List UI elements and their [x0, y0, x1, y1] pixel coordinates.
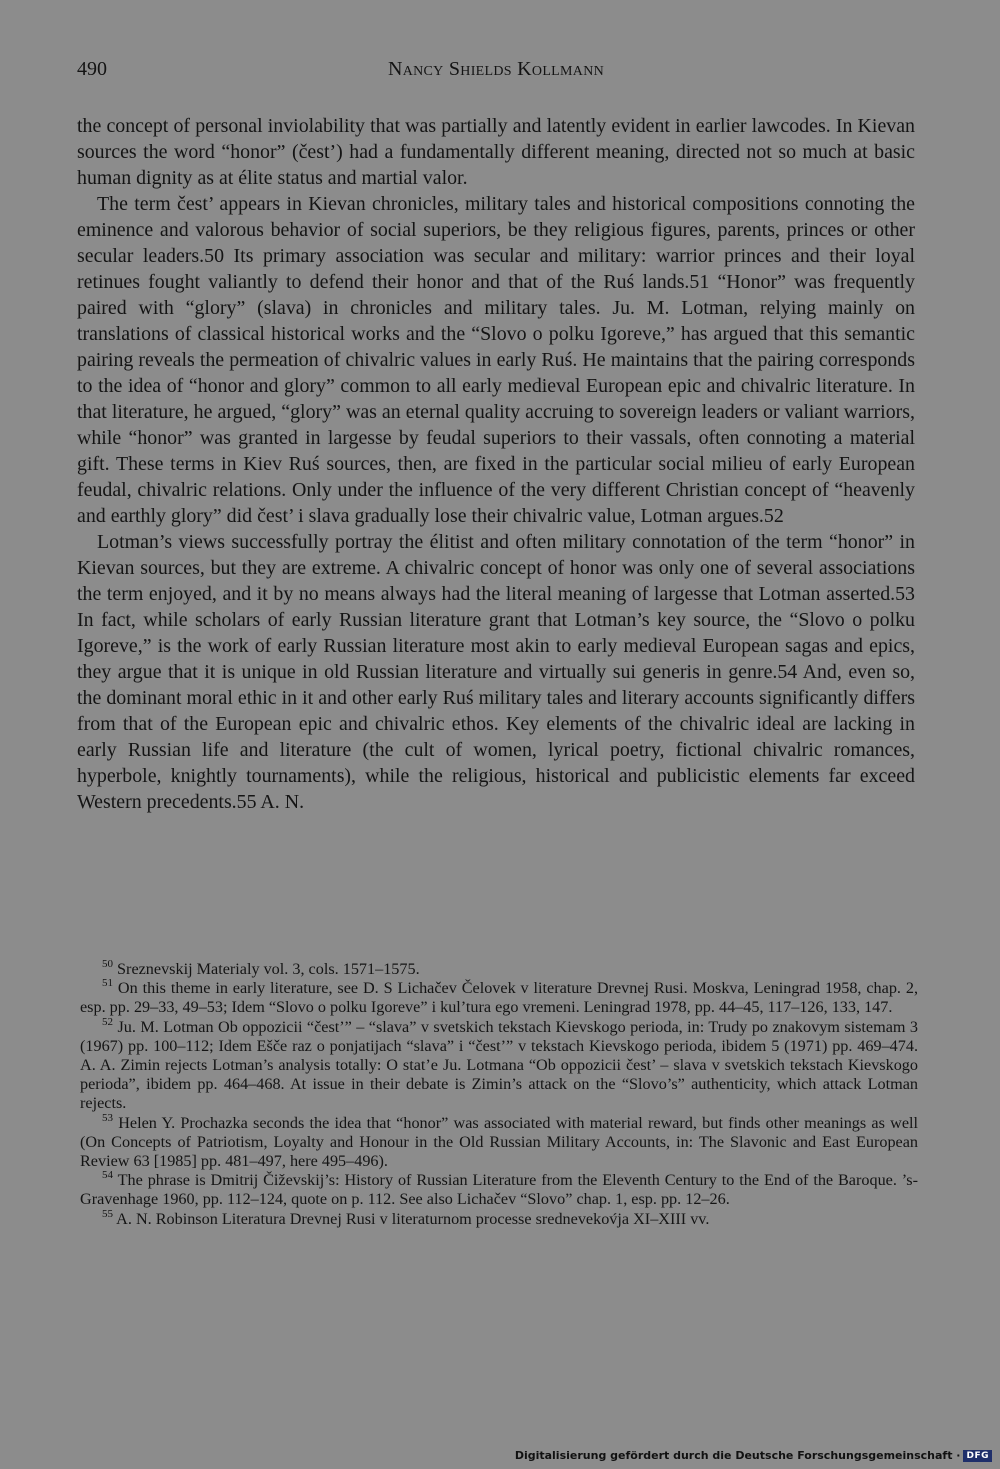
body-paragraph: the concept of personal inviolability that was partially and latently evident in earlier lawcodes. In Kievan sources the word “honor” (čest’) had a fundamentally different meaning, directed not so much at basic human dignity as at élite status and martial valor.	[77, 115, 915, 189]
footnote-text: A. N. Robinson Literatura Drevnej Rusi v literaturnom processe srednevekov́ja XI–XIII vv.	[116, 1209, 710, 1228]
footnote-number: 50	[102, 958, 113, 970]
footnote-text: Sreznevskij Materialy vol. 3, cols. 1571–1575.	[117, 960, 420, 978]
footnote	[80, 960, 918, 979]
digitization-credit	[515, 1449, 992, 1462]
dfg-logo-icon: DFG	[963, 1450, 992, 1462]
body-paragraph: Lotman’s views successfully portray the élitist and often military connotation of the term “honor” in Kievan sources, but they are extreme. A chivalric concept of honor was only one of several associations the term enjoyed, and it by no means always had the literal meaning of largesse that Lotman asserted.53 In fact, while scholars of early Russian literature grant that Lotman’s key source, the “Slovo o polku Igoreve,” is the work of early Russian literature most akin to early medieval European sagas and epics, they argue that it is unique in old Russian literature and virtually sui generis in genre.54 And, even so, the dominant moral ethic in it and other early Ruś military tales and literary accounts significantly differs from that of the European epic and chivalric ethos. Key elements of the chivalric ideal are lacking in early Russian life and literature (the cult of women, lyrical poetry, fictional chivalric romances, hyperbole, knightly tournaments), while the religious, historical and publicistic elements far exceed Western precedents.55 A. N.	[77, 531, 915, 813]
footnote-number: 55	[102, 1207, 113, 1220]
footnote-number: 51	[102, 977, 113, 990]
footnotes	[80, 960, 918, 1229]
footnote-text: Ju. M. Lotman Ob oppozicii “čest’” – “slava” v svetskich tekstach Kievskogo perioda, in: Trudy po znakovym sistemam 3 (1967) pp. 100–112; Idem Ešče raz o ponjatijach “slava” i “čest’” v tekstach Kievskogo perioda, ibidem 5 (1971) pp. 469–474. A. A. Zimin rejects Lotman’s analysis totally: O stat’e Ju. Lotmana “Ob oppozicii čest’ – slava v svetskich tekstach Kievskogo perioda”, ibidem pp. 464–468. At issue in their debate is Zimin’s attack on the “Slovo’s” authenticity, which attack Lotman rejects.	[80, 1017, 919, 1113]
footnote	[80, 979, 918, 1017]
body-text	[77, 113, 915, 815]
footnote-number: 54	[102, 1169, 113, 1182]
footnote-text: Helen Y. Prochazka seconds the idea that “honor” was associated with material reward, but finds other meanings as well (On Concepts of Patriotism, Loyalty and Honour in the Old Russian Military Accounts, in: The Slavonic and East European Review 63 [1985] pp. 481–497, here 495–496).	[80, 1113, 918, 1171]
footnote-text: On this theme in early literature, see D. S Lichačev Čelovek v literature Drevnej Rusi. Moskva, Leningrad 1958, chap. 2, esp. pp. 29–33, 49–53; Idem “Slovo o polku Igoreve” i kul’tura ego vremeni. Leningrad 1978, pp. 44–45, 117–126, 133, 147.	[80, 979, 919, 1017]
body-paragraph: The term čest’ appears in Kievan chronicles, military tales and historical compositions connoting the eminence and valorous behavior of social superiors, be they religious figures, parents, princes or other secular leaders.50 Its primary association was secular and military: warrior princes and their loyal retinues fought valiantly to defend their honor and that of the Ruś lands.51 “Honor” was frequently paired with “glory” (slava) in chronicles and military tales. Ju. M. Lotman, relying mainly on translations of classical historical works and the “Slovo o polku Igoreve,” has argued that this semantic pairing reveals the permeation of chivalric values in early Ruś. He maintains that the pairing corresponds to the idea of “honor and glory” common to all early medieval European epic and chivalric literature. In that literature, he argued, “glory” was an eternal quality accruing to sovereign leaders or valiant warriors, while “honor” was granted in largesse by feudal superiors to their vassals, often connoting a material gift. These terms in Kiev Ruś sources, then, are fixed in the particular social milieu of early European feudal, chivalric relations. Only under the influence of the very different Christian concept of “heavenly and earthly glory” did čest’ i slava gradually lose their chivalric value, Lotman argues.52	[77, 193, 915, 527]
footnote	[80, 1171, 918, 1209]
footnote-number: 53	[102, 1111, 113, 1124]
footnote-number: 52	[102, 1015, 113, 1028]
footnote	[80, 1111, 918, 1172]
page-number: 490	[77, 58, 107, 80]
footnote	[80, 1015, 919, 1114]
running-head: Nancy Shields Kollmann	[387, 58, 605, 80]
footnote	[80, 1207, 918, 1229]
credit-text: Digitalisierung gefördert durch die Deutsche Forschungsgemeinschaft ·	[514, 1449, 961, 1462]
footnote-text: The phrase is Dmitrij Čiževskij’s: History of Russian Literature from the Eleventh Century to the End of the Baroque. ’s-Gravenhage 1960, pp. 112–124, quote on p. 112. See also Lichačev “Slovo” chap. 1, esp. pp. 12–26.	[80, 1171, 918, 1209]
page-header	[77, 58, 915, 90]
